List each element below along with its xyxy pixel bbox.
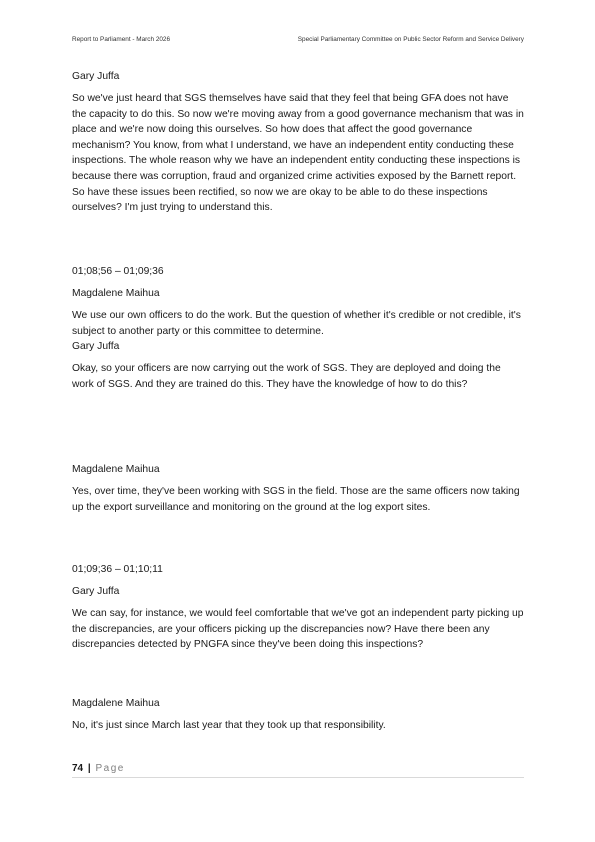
header-committee-name: Special Parliamentary Committee on Public Sector Reform and Service Delivery [297,36,524,43]
timestamp: 01;09;36 – 01;10;11 [72,564,163,575]
timestamp: 01;08;56 – 01;09;36 [72,266,164,277]
page-label: Page [95,763,125,774]
footer-separator: | [87,763,91,774]
speech-paragraph: We can say, for instance, we would feel comfortable that we've got an independent party picking up the discrepancies, are your officers picking up the discrepancies now? Have there been any discrepancies detected by PNGFA since they've been doing this inspections? [72,608,524,651]
speaker-name: Magdalene Maihua [72,698,160,709]
speaker-name: Magdalene Maihua [72,464,160,475]
speech-paragraph: Yes, over time, they've been working with SGS in the field. Those are the same officers now taking up the export surveillance and monitoring on the ground at the log export sites. [72,486,520,513]
transcript-entry [72,265,524,339]
transcript-entry [72,463,524,515]
speech-paragraph: We use our own officers to do the work. But the question of whether it's credible or not credible, it's subject to another party or this committee to determine. [72,310,521,337]
header-report-title: Report to Parliament - March 2026 [72,36,171,43]
transcript-entry [72,70,524,216]
speech-paragraph: Okay, so your officers are now carrying out the work of SGS. They are deployed and doing the work of SGS. And they are trained do this. They have the knowledge of how to do this? [72,363,501,390]
page-header [72,36,524,48]
page-number: 74 [72,763,84,774]
speaker-name: Magdalene Maihua [72,288,160,299]
speech-paragraph: So we've just heard that SGS themselves have said that they feel that being GFA does not have the capacity to do this. So now we're moving away from a good governance mechanism that was in place and we're now doing this ourselves. So how does that affect the good governance mechanism? You know, from what I understand, we have an independent entity conducting these inspections. The whole reason why we have an independent entity conducting these inspections is because there was corruption, fraud and organized crime activities exposed by the Barnett report. So have these issues been rectified, so now we are okay to be able to do these inspections ourselves? I'm just trying to understand this. [72,93,524,214]
transcript-entry [72,340,524,392]
transcript-entry [72,697,524,734]
page-footer [72,763,524,778]
speech-paragraph: No, it's just since March last year that they took up that responsibility. [72,720,386,731]
speaker-name: Gary Juffa [72,586,120,597]
transcript-entry [72,563,524,653]
speaker-name: Gary Juffa [72,341,120,352]
speaker-name: Gary Juffa [72,71,120,82]
